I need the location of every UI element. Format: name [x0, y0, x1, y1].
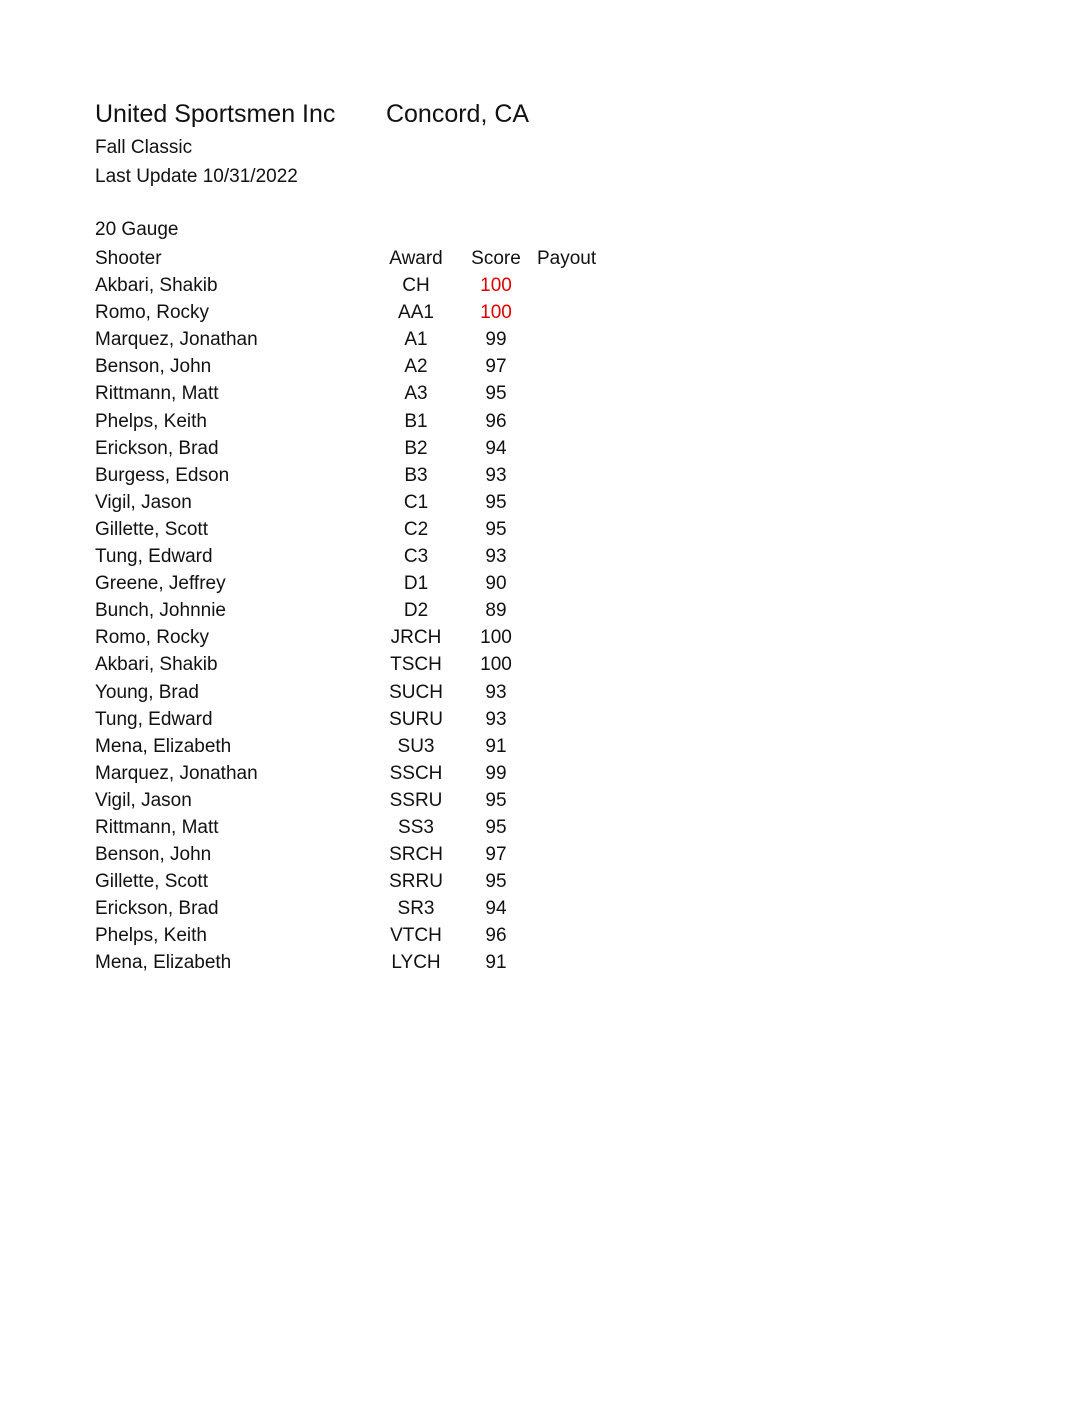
award-cell: SS3: [398, 816, 434, 838]
score-cell: 94: [485, 437, 507, 459]
score-cell: 100: [480, 627, 512, 649]
shooter-cell: Mena, Elizabeth: [95, 735, 232, 757]
shooter-cell: Marquez, Jonathan: [95, 329, 258, 351]
score-cell: 95: [485, 491, 507, 513]
score-cell: 89: [485, 600, 507, 622]
score-cell: 97: [485, 844, 507, 866]
shooter-cell: Young, Brad: [95, 681, 199, 703]
shooter-cell: Vigil, Jason: [95, 491, 192, 513]
score-cell: 100: [480, 275, 512, 297]
shooter-cell: Benson, John: [95, 844, 212, 866]
shooter-cell: Bunch, Johnnie: [95, 600, 226, 622]
award-cell: SU3: [397, 735, 435, 757]
shooter-cell: Rittmann, Matt: [95, 383, 219, 405]
score-cell: 96: [485, 410, 507, 432]
award-cell: B2: [404, 437, 428, 459]
shooter-cell: Tung, Edward: [95, 546, 213, 568]
score-cell: 93: [485, 681, 507, 703]
shooter-cell: Rittmann, Matt: [95, 816, 219, 838]
award-cell: SSRU: [389, 789, 443, 811]
shooter-cell: Greene, Jeffrey: [95, 573, 226, 595]
shooter-cell: Phelps, Keith: [95, 410, 207, 432]
award-cell: A3: [404, 383, 428, 405]
score-cell: 93: [485, 546, 507, 568]
score-cell: 95: [485, 871, 507, 893]
award-cell: B1: [404, 410, 428, 432]
award-cell: AA1: [398, 302, 434, 324]
award-cell: A2: [404, 356, 428, 378]
score-cell: 91: [485, 952, 507, 974]
column-header-payout: Payout: [537, 248, 597, 269]
column-header-score: Score: [471, 248, 521, 269]
shooter-cell: Gillette, Scott: [95, 518, 208, 540]
shooter-cell: Romo, Rocky: [95, 627, 210, 649]
award-cell: C2: [403, 518, 429, 540]
award-cell: LYCH: [391, 952, 441, 974]
score-cell: 97: [485, 356, 507, 378]
event-name: Fall Classic: [95, 137, 193, 158]
score-cell: 95: [485, 383, 507, 405]
score-cell: 100: [480, 654, 512, 676]
shooter-cell: Romo, Rocky: [95, 302, 210, 324]
award-cell: D1: [403, 573, 429, 595]
title-row: [95, 100, 529, 129]
shooter-cell: Mena, Elizabeth: [95, 952, 232, 974]
score-cell: 95: [485, 816, 507, 838]
score-cell: 93: [485, 708, 507, 730]
shooter-cell: Gillette, Scott: [95, 871, 208, 893]
shooter-cell: Phelps, Keith: [95, 925, 207, 947]
award-cell: SSCH: [389, 762, 443, 784]
award-cell: SRCH: [389, 844, 443, 866]
score-cell: 91: [485, 735, 507, 757]
shooter-cell: Tung, Edward: [95, 708, 213, 730]
shooter-cell: Benson, John: [95, 356, 212, 378]
score-cell: 99: [485, 762, 507, 784]
last-update: Last Update 10/31/2022: [95, 166, 298, 187]
organization-name: United Sportsmen Inc: [95, 100, 336, 128]
score-cell: 99: [485, 329, 507, 351]
score-cell: 96: [485, 925, 507, 947]
shooter-cell: Marquez, Jonathan: [95, 762, 258, 784]
shooter-cell: Burgess, Edson: [95, 464, 230, 486]
score-cell: 95: [485, 789, 507, 811]
shooter-cell: Vigil, Jason: [95, 789, 192, 811]
award-cell: CH: [402, 275, 430, 297]
section-title: 20 Gauge: [95, 219, 179, 240]
award-cell: SUCH: [389, 681, 443, 703]
award-cell: A1: [404, 329, 428, 351]
score-cell: 95: [485, 518, 507, 540]
score-cell: 94: [485, 898, 507, 920]
column-header-shooter: Shooter: [95, 248, 162, 269]
award-cell: SR3: [397, 898, 435, 920]
award-cell: C3: [403, 546, 429, 568]
award-cell: TSCH: [390, 654, 442, 676]
shooter-cell: Erickson, Brad: [95, 437, 219, 459]
award-cell: SRRU: [389, 871, 443, 893]
award-cell: B3: [404, 464, 428, 486]
location: Concord, CA: [385, 100, 530, 128]
award-cell: SURU: [389, 708, 443, 730]
score-cell: 90: [485, 573, 507, 595]
award-cell: C1: [403, 491, 429, 513]
award-cell: D2: [403, 600, 429, 622]
score-cell: 100: [480, 302, 512, 324]
shooter-cell: Akbari, Shakib: [95, 275, 218, 297]
column-header-award: Award: [389, 248, 443, 269]
award-cell: JRCH: [390, 627, 442, 649]
score-cell: 93: [485, 464, 507, 486]
shooter-cell: Akbari, Shakib: [95, 654, 218, 676]
award-cell: VTCH: [390, 925, 442, 947]
shooter-cell: Erickson, Brad: [95, 898, 219, 920]
